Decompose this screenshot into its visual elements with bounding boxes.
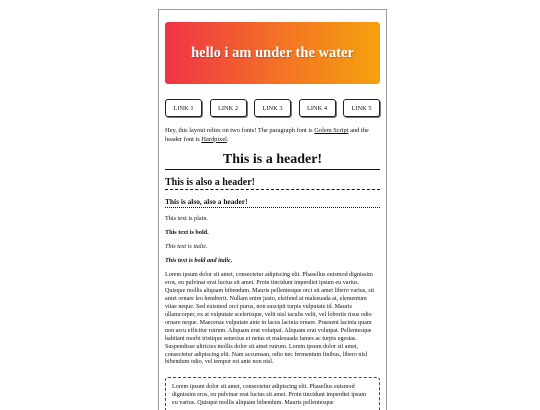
plain-text: This text is plain. xyxy=(165,215,208,223)
dashed-text-box xyxy=(165,377,380,410)
italic-text: This text is italic. xyxy=(165,243,208,251)
intro-text-after: . xyxy=(226,135,229,143)
link-4-button[interactable]: LINK 4 xyxy=(299,99,336,117)
intro-paragraph xyxy=(165,127,380,144)
intro-text-middle: and the header font is xyxy=(165,127,369,143)
golem-script-link[interactable]: Golem Script xyxy=(314,127,349,134)
link-3-button[interactable]: LINK 3 xyxy=(254,99,291,117)
link-5-button[interactable]: LINK 5 xyxy=(343,99,380,117)
link-1-button[interactable]: LINK 1 xyxy=(165,99,202,117)
second-header: This is also a header! xyxy=(165,177,380,190)
hardpixel-link[interactable]: Hardpixel xyxy=(201,135,227,143)
header-banner xyxy=(165,22,380,84)
bold-text: This text is bold. xyxy=(165,229,209,237)
banner-title: hello i am under the water xyxy=(191,44,354,61)
page-container xyxy=(158,9,387,410)
boxed-lorem-text: Lorem ipsum dolor sit amet, consectetur adipiscing elit. Phasellus euismod dignissim eros, eu pulvinar erat luctus sit amet. Proin tincidunt imperdiet ipsum eu varius. Quisque mollis aliquam bibendum. Mauris pellentesque xyxy=(172,384,367,407)
link-2-button[interactable]: LINK 2 xyxy=(210,99,247,117)
bold-italic-text: This text is bold and italic. xyxy=(165,257,233,265)
intro-text-before: Hey, this layout relies on two fonts! The paragraph font is xyxy=(165,127,315,134)
lorem-paragraph: Lorem ipsum dolor sit amet, consectetur adipiscing elit. Phasellus euismod dignissim eros, eu pulvinar erat luctus sit amet. Proin tincidunt imperdiet ipsum eu varius. Quisque mollis aliquam bibendum. Mauris pellentesque orci sit amet libero varius, sit amet ornare leo hendrerit. Nullam enim justo, eleifend at malesuada at, elementum vitae neque. Sed euismod orci purus, non suscipit turpis vulputate id. Mauris ullamcorper, ex at vulputate scelerisque, velit nisl iaculis velit, vel lobortis risus odio ornare neque. Maecenas vulputate ante in lacus lacinia ornare. Praesent lacinia quam non arcu efficitur rutrum. Aliquam erat volutpat. Aliquam erat volutpat. Pellentesque habitant morbi tristique senectus et netus et malesuada fames ac turpis egestas. Suspendisse ultricies mollis dolor sit amet rutrum. Lorem ipsum dolor sit amet, consectetur adipiscing elit. Nam accumsan, odio nec fermentum finibus, libero nisl bibendum odio, vel tempor est ante non nisl. xyxy=(165,272,375,366)
third-header: This is also, also a header! xyxy=(165,197,380,208)
nav-links xyxy=(165,99,380,117)
main-header: This is a header! xyxy=(165,152,380,170)
